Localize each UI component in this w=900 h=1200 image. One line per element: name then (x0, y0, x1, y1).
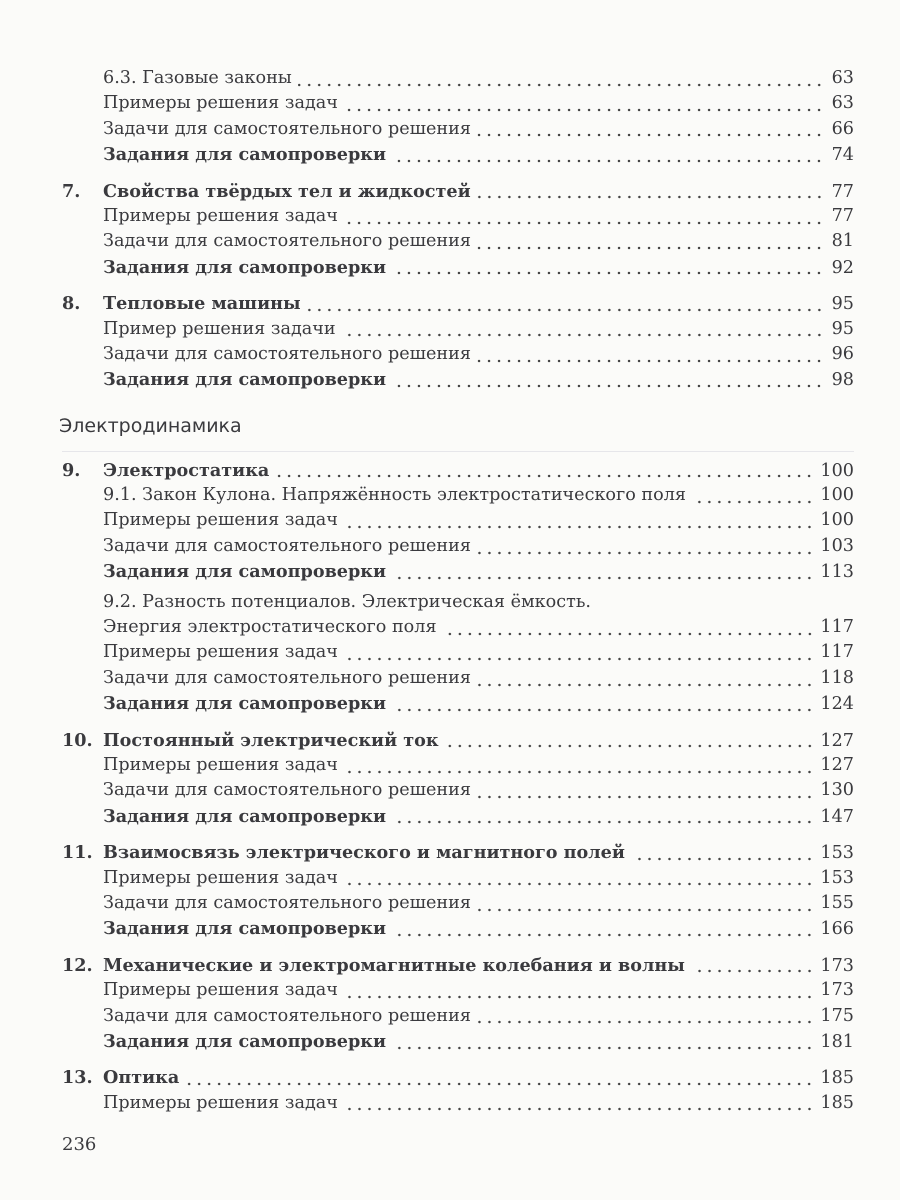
dot-leader (298, 83, 824, 87)
toc-entry[interactable] (62, 728, 854, 753)
toc-entry[interactable] (62, 458, 854, 483)
entry-title: Примеры решения задач (103, 980, 338, 1001)
entry-page: 66 (831, 118, 854, 139)
dot-leader (477, 359, 824, 363)
dot-leader (344, 221, 824, 225)
entry-page: 77 (831, 205, 854, 226)
chapter-number: 11. (62, 842, 93, 864)
dot-leader (344, 882, 814, 886)
entry-title: Задания для самопроверки (103, 561, 387, 583)
entry-page: 92 (831, 257, 854, 278)
toc-entry[interactable] (62, 91, 854, 116)
dot-leader (392, 159, 824, 163)
toc-entry[interactable] (62, 66, 854, 91)
toc-chapter-group (62, 179, 854, 281)
dot-leader (307, 308, 824, 312)
chapter-number: 10. (62, 729, 93, 751)
entry-title: Свойства твёрдых тел и жидкостей (103, 180, 471, 202)
toc-entry[interactable] (62, 840, 854, 865)
entry-page: 100 (820, 485, 854, 506)
toc-entry[interactable] (62, 891, 854, 916)
toc-entry[interactable] (62, 559, 854, 584)
entry-title: Задания для самопроверки (103, 256, 387, 278)
entry-page: 113 (820, 562, 854, 583)
entry-title: Электростатика (103, 459, 270, 481)
toc-entry[interactable] (62, 117, 854, 142)
dot-leader (342, 333, 824, 337)
entry-title: Задачи для самостоятельного решения (103, 118, 471, 139)
entry-title: Механические и электромагнитные колебания и волны (103, 954, 685, 976)
dot-leader (344, 995, 814, 999)
toc-entry[interactable] (62, 534, 854, 559)
toc-entry[interactable] (62, 953, 854, 978)
entry-page: 127 (820, 730, 854, 751)
toc-entry[interactable] (62, 1004, 854, 1029)
toc-entry[interactable] (62, 1091, 854, 1116)
dot-leader (392, 384, 824, 388)
dot-leader (631, 857, 814, 861)
toc-chapter-group (62, 291, 854, 393)
dot-leader (477, 908, 814, 912)
toc-entry[interactable] (62, 142, 854, 167)
chapter-number: 8. (62, 293, 81, 315)
entry-page: 153 (820, 843, 854, 864)
entry-page: 77 (831, 181, 854, 202)
dot-leader (392, 820, 814, 824)
toc-entry[interactable] (62, 753, 854, 778)
entry-page: 63 (831, 93, 854, 114)
entry-page: 81 (831, 231, 854, 252)
entry-title: Задачи для самостоятельного решения (103, 535, 471, 556)
toc-entry[interactable] (62, 666, 854, 691)
entry-title: Задания для самопроверки (103, 144, 387, 166)
toc-chapter-group (62, 953, 854, 1055)
toc-chapter-group (62, 728, 854, 830)
dot-leader (344, 108, 824, 112)
entry-page: 185 (820, 1092, 854, 1113)
dot-leader (344, 770, 814, 774)
dot-leader (275, 474, 814, 478)
toc-entry[interactable] (62, 291, 854, 316)
entry-title: Задания для самопроверки (103, 369, 387, 391)
entry-page: 127 (820, 754, 854, 775)
dot-leader (445, 744, 815, 748)
entry-page: 185 (820, 1068, 854, 1089)
toc-entry[interactable] (62, 342, 854, 367)
dot-leader (477, 1020, 814, 1024)
entry-page: 155 (820, 892, 854, 913)
toc-entry[interactable] (62, 367, 854, 392)
entry-page: 100 (820, 460, 854, 481)
toc-entry[interactable] (62, 866, 854, 891)
toc-entry[interactable] (62, 1029, 854, 1054)
entry-page: 153 (820, 867, 854, 888)
entry-title: 9.2. Разность потенциалов. Электрическая ёмкость. (103, 591, 592, 612)
toc-entry[interactable] (62, 317, 854, 342)
dot-leader (477, 246, 824, 250)
page-number: 236 (62, 1134, 97, 1155)
entry-page: 166 (820, 919, 854, 940)
toc-entry[interactable] (62, 615, 854, 640)
toc-chapter-group (62, 66, 854, 168)
toc-chapter-group (62, 840, 854, 942)
dot-leader (477, 795, 814, 799)
toc-entry[interactable] (62, 204, 854, 229)
entry-page: 117 (820, 617, 854, 638)
dot-leader (185, 1082, 814, 1086)
toc-entry[interactable] (62, 978, 854, 1003)
entry-title: Задачи для самостоятельного решения (103, 667, 471, 688)
chapter-number: 12. (62, 954, 93, 976)
entry-title: Оптика (103, 1067, 180, 1089)
entry-page: 100 (820, 510, 854, 531)
entry-page: 103 (820, 535, 854, 556)
toc-entry[interactable] (62, 229, 854, 254)
dot-leader (392, 1046, 814, 1050)
entry-title: Примеры решения задач (103, 205, 338, 226)
toc-entry[interactable] (62, 916, 854, 941)
entry-title: 9.1. Закон Кулона. Напряжённость электростатического поля (103, 485, 687, 506)
chapter-number: 7. (62, 180, 81, 202)
toc-entry[interactable] (62, 590, 854, 615)
toc-entry[interactable] (62, 804, 854, 829)
entry-title: Примеры решения задач (103, 1092, 338, 1113)
entry-title: Примеры решения задач (103, 642, 338, 663)
dot-leader (477, 195, 824, 199)
toc-chapter-group (62, 451, 854, 717)
entry-page: 98 (831, 370, 854, 391)
entry-page: 147 (820, 806, 854, 827)
dot-leader (477, 551, 814, 555)
entry-title: Задания для самопроверки (103, 918, 387, 940)
entry-page: 117 (820, 642, 854, 663)
entry-page: 74 (831, 145, 854, 166)
dot-leader (477, 133, 824, 137)
dot-leader (691, 969, 815, 973)
entry-title: Задачи для самостоятельного решения (103, 231, 471, 252)
toc-entry[interactable] (62, 508, 854, 533)
entry-title: Задания для самопроверки (103, 693, 387, 715)
dot-leader (392, 933, 814, 937)
entry-title: Взаимосвязь электрического и магнитного полей (103, 842, 625, 864)
entry-page: 118 (820, 667, 854, 688)
entry-page: 63 (831, 68, 854, 88)
entry-title: Тепловые машины (103, 293, 301, 315)
toc-chapter-group (62, 1065, 854, 1116)
dot-leader (392, 576, 814, 580)
toc-entry[interactable] (62, 778, 854, 803)
section-heading: Электродинамика (59, 414, 242, 437)
toc-entry[interactable] (62, 691, 854, 716)
dot-leader (344, 657, 814, 661)
dot-leader (692, 500, 814, 504)
entry-page: 173 (820, 980, 854, 1001)
entry-title: Энергия электростатического поля (103, 617, 437, 638)
dot-leader (344, 1107, 814, 1111)
entry-title: Постоянный электрический ток (103, 729, 439, 751)
entry-page: 175 (820, 1005, 854, 1026)
entry-title: Примеры решения задач (103, 93, 338, 114)
entry-title: Пример решения задачи (103, 318, 336, 339)
entry-page: 95 (831, 318, 854, 339)
toc-entry[interactable] (62, 255, 854, 280)
toc-entry[interactable] (62, 1065, 854, 1090)
entry-title: Примеры решения задач (103, 510, 338, 531)
table-of-contents (59, 66, 854, 1127)
entry-title: Задания для самопроверки (103, 805, 387, 827)
toc-entry[interactable] (62, 179, 854, 204)
entry-title: Задачи для самостоятельного решения (103, 343, 471, 364)
entry-title: Задачи для самостоятельного решения (103, 892, 471, 913)
dot-leader (477, 683, 814, 687)
entry-title: Задачи для самостоятельного решения (103, 780, 471, 801)
entry-title: Задания для самопроверки (103, 1030, 387, 1052)
dot-leader (443, 632, 815, 636)
entry-title: Примеры решения задач (103, 754, 338, 775)
chapter-number: 13. (62, 1067, 93, 1089)
entry-page: 124 (820, 694, 854, 715)
dot-leader (392, 271, 824, 275)
entry-page: 95 (831, 294, 854, 315)
entry-page: 96 (831, 343, 854, 364)
dot-leader (392, 708, 814, 712)
entry-page: 181 (820, 1031, 854, 1052)
toc-entry[interactable] (62, 483, 854, 508)
dot-leader (344, 525, 814, 529)
toc-entry[interactable] (62, 640, 854, 665)
entry-page: 130 (820, 780, 854, 801)
entry-page: 173 (820, 955, 854, 976)
chapter-number: 9. (62, 459, 81, 481)
entry-title: Задачи для самостоятельного решения (103, 1005, 471, 1026)
entry-title: 6.3. Газовые законы (103, 68, 292, 88)
entry-title: Примеры решения задач (103, 867, 338, 888)
